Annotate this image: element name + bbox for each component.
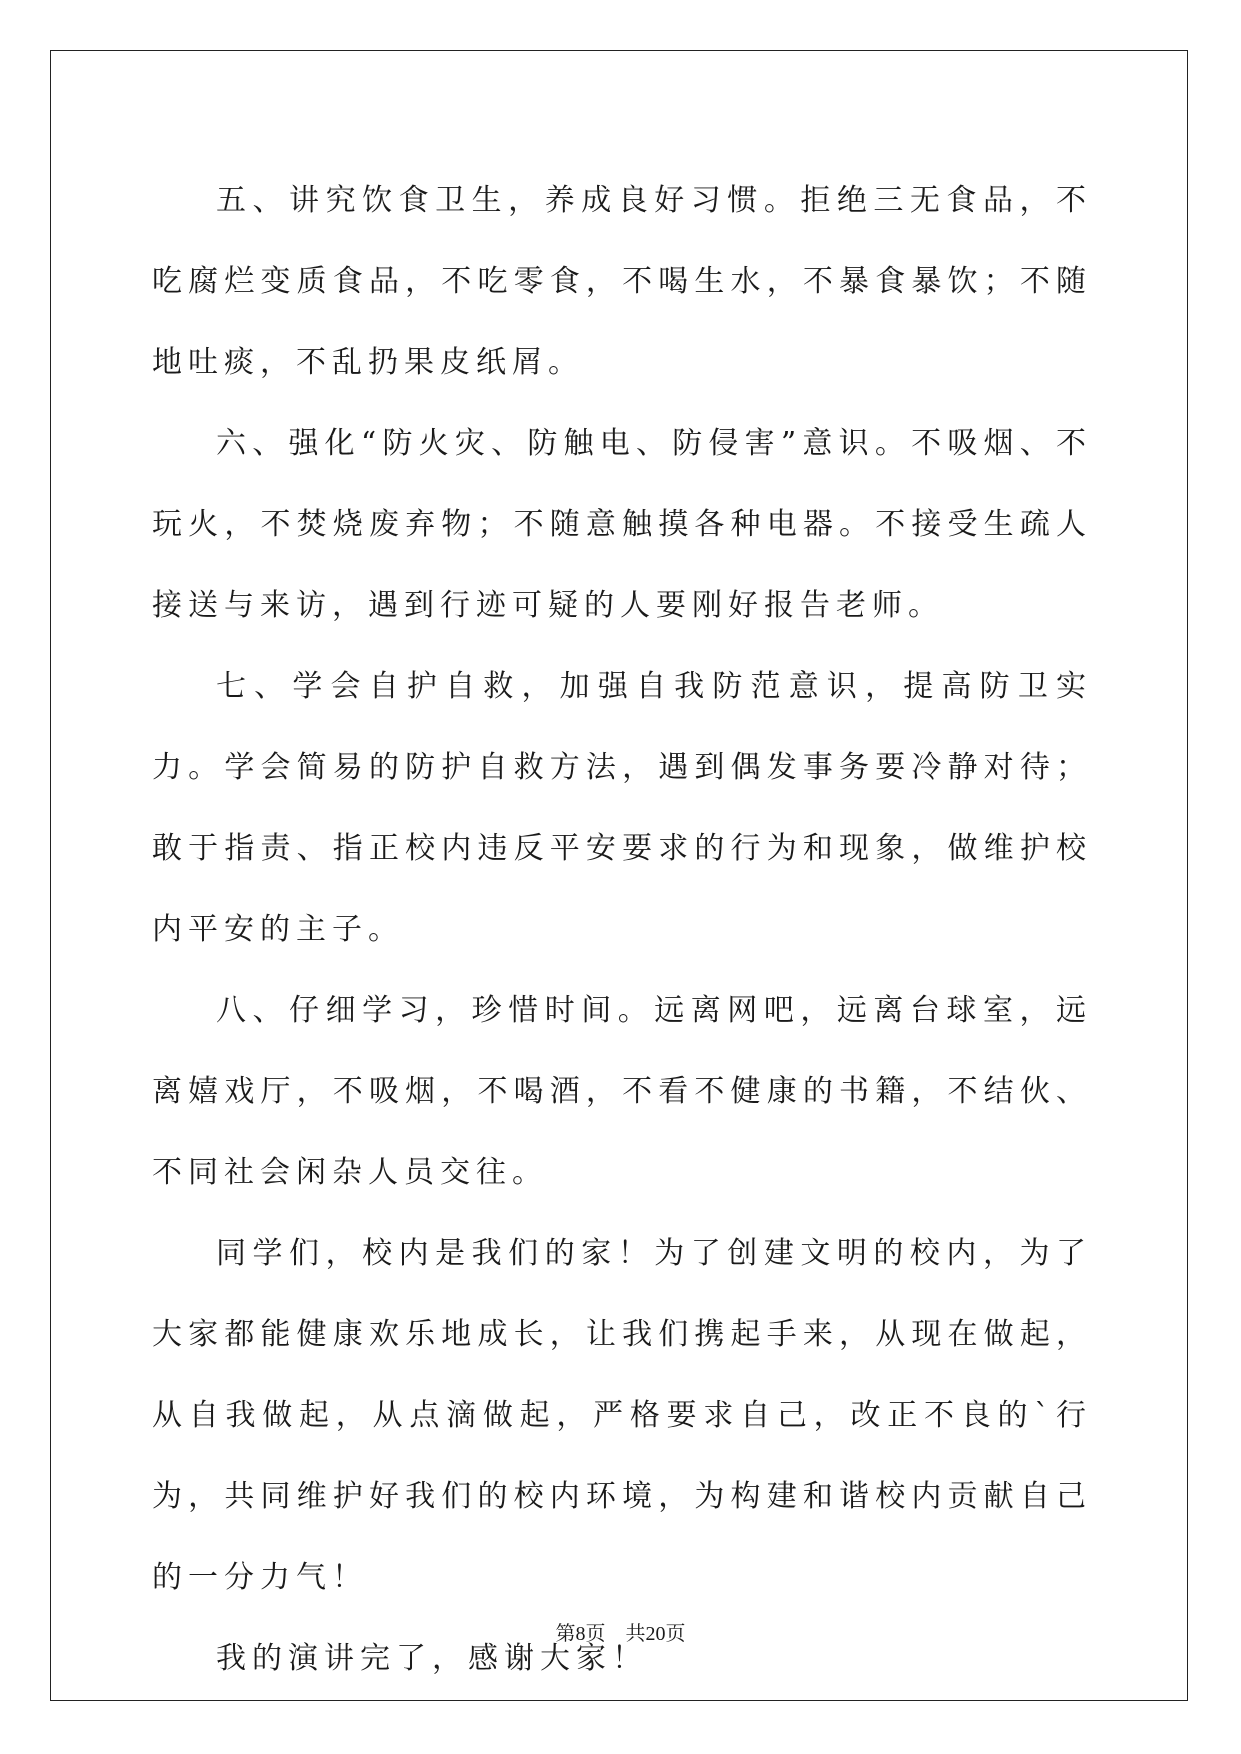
paragraph-closing-appeal: 同学们，校内是我们的家！为了创建文明的校内，为了大家都能健康欢乐地成长，让我们携起手来，从现在做起，从自我做起，从点滴做起，严格要求自己，改正不良的`行为，共同维护好我们的校内环境，为构建和谐校内贡献自己的一分力气！ [152,1236,1092,1595]
paragraph-6-fire-safety: 六、强化“防火灾、防触电、防侵害”意识。不吸烟、不玩火，不焚烧废弃物；不随意触摸各种电器。不接受生疏人接送与来访，遇到行迹可疑的人要刚好报告老师。 [152,426,1092,623]
paragraph-7-self-protection: 七、学会自护自救，加强自我防范意识，提高防卫实力。学会简易的防护自救方法，遇到偶发事务要冷静对待；敢于指责、指正校内违反平安要求的行为和现象，做维护校内平安的主子。 [152,669,1092,947]
paragraph-5-diet: 五、讲究饮食卫生，养成良好习惯。拒绝三无食品，不吃腐烂变质食品，不吃零食，不喝生水，不暴食暴饮；不随地吐痰，不乱扔果皮纸屑。 [152,183,1092,380]
paragraph-8-study: 八、仔细学习，珍惜时间。远离网吧，远离台球室，远离嬉戏厅，不吸烟，不喝酒，不看不健康的书籍，不结伙、不同社会闲杂人员交往。 [152,993,1092,1190]
paragraph-thanks: 我的演讲完了，感谢大家！ [216,1641,648,1676]
document-body [152,160,1092,1699]
page-footer [0,1617,1241,1646]
page-number: 第8页 共20页 [555,1623,686,1645]
